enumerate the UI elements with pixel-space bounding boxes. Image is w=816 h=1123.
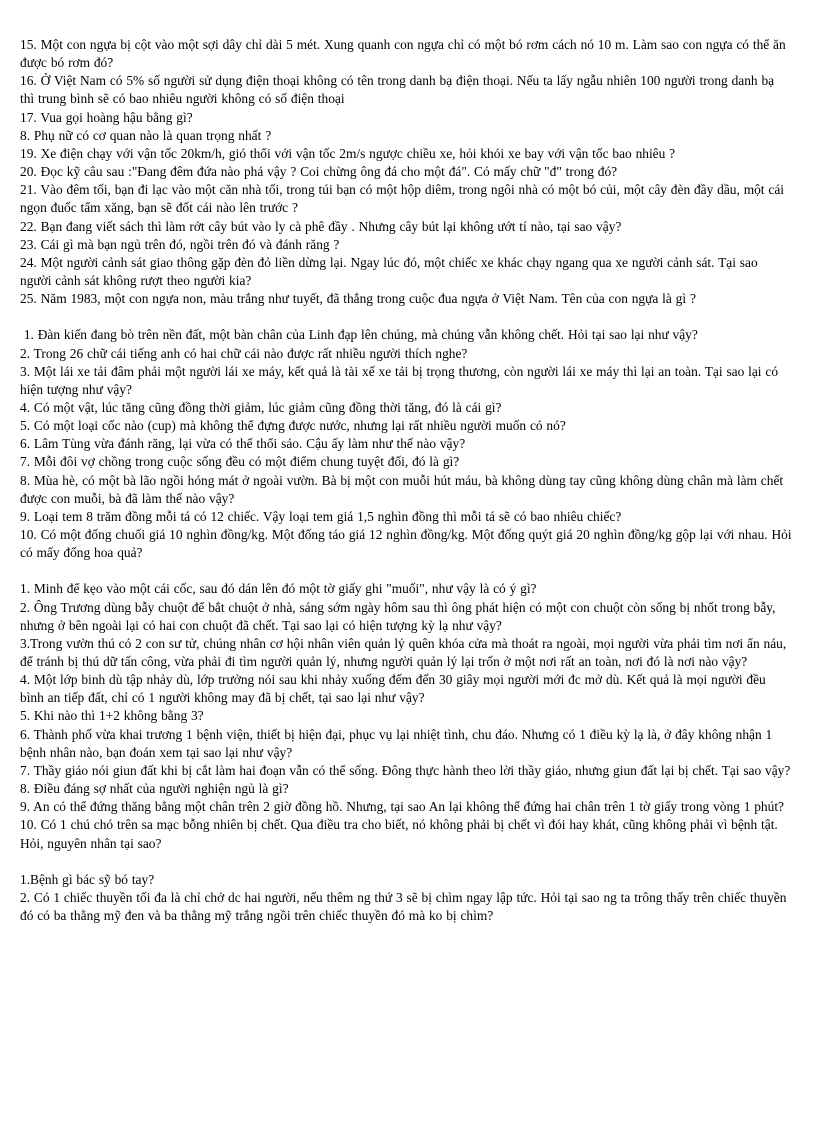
question: 9. An có thể đứng thăng bằng một chân trên 2 giờ đồng hồ. Nhưng, tại sao An lại không thể đứng hai chân trên 1 tờ giấy trong vòng 1 phút?	[20, 799, 784, 815]
question: 4. Có một vật, lúc tăng cũng đồng thời giảm, lúc giảm cũng đồng thời tăng, đó là cái gì?	[20, 399, 502, 415]
riddle-section-4	[20, 871, 792, 925]
riddle-section-2	[20, 326, 792, 562]
question: 8. Mùa hè, có một bà lão ngồi hóng mát ở ngoài vườn. Bà bị một con muỗi hút máu, bà không dùng tay cũng không dùng chân mà làm chết được con muỗi, bà đã làm thế nào vậy?	[20, 472, 784, 506]
question: 2. Trong 26 chữ cái tiếng anh có hai chữ cái nào được rất nhiều người thích nghe?	[20, 345, 468, 361]
question: 7. Mỗi đôi vợ chồng trong cuộc sống đều có một điểm chung tuyệt đối, đó là gì?	[20, 454, 460, 470]
question: 16. Ở Việt Nam có 5% số người sử dụng điện thoại không có tên trong danh bạ điện thoại. Nếu ta lấy ngẫu nhiên 100 người trong danh bạ thì trung bình sẽ có bao nhiêu người không có số điện thoại	[20, 73, 775, 107]
document-page	[20, 36, 792, 925]
question: 1. Đàn kiến đang bò trên nền đất, một bàn chân của Linh đạp lên chúng, mà chúng vẫn không chết. Hỏi tại sao lại như vậy?	[20, 327, 698, 343]
question: 5. Khi nào thì 1+2 không bằng 3?	[20, 708, 204, 724]
question: 8. Phụ nữ có cơ quan nào là quan trọng nhất ?	[20, 127, 272, 143]
question: 7. Thầy giáo nói giun đất khi bị cắt làm hai đoạn vẫn có thể sống. Đông thực hành theo lời thầy giáo, nhưng giun đất lại bị chết. Tại sao vậy?	[20, 762, 791, 778]
riddle-section-3	[20, 580, 792, 852]
question: 25. Năm 1983, một con ngựa non, màu trắng như tuyết, đã thắng trong cuộc đua ngựa ở Việt Nam. Tên của con ngựa là gì ?	[20, 291, 696, 307]
question: 1. Minh để kẹo vào một cái cốc, sau đó dán lên đó một tờ giấy ghi "muối", như vậy là có ý gì?	[20, 581, 537, 597]
question: 8. Điều đáng sợ nhất của người nghiện ngủ là gì?	[20, 781, 289, 797]
question: 20. Đọc kỹ câu sau :"Đang đêm đứa nào phá vậy ? Coi chừng ông đá cho một đá". Có mấy chữ "đ" trong đó?	[20, 164, 618, 180]
question: 10. Có 1 chú chó trên sa mạc bỗng nhiên bị chết. Qua điều tra cho biết, nó không phải bị chết vì đói hay khát, cũng không phải vì bệnh tật. Hỏi, nguyên nhân tại sao?	[20, 817, 778, 851]
question: 4. Một lớp binh dù tập nhảy dù, lớp trưởng nói sau khi nhảy xuống đếm đến 30 giây mọi người mới đc mở dù. Kết quả là mọi người đều bình an tiếp đất, chỉ có 1 người không may đã bị chết, tại sao lại như vậy?	[20, 672, 766, 706]
riddle-section-1	[20, 36, 792, 308]
question: 6. Thành phố vừa khai trương 1 bệnh viện, thiết bị hiện đại, phục vụ lại nhiệt tình, chu đáo. Nhưng có 1 điều kỳ lạ là, ở đây không nhận 1 bệnh nhân nào, bạn đoán xem tại sao lại như vậy?	[20, 726, 773, 760]
question: 2. Có 1 chiếc thuyền tối đa là chỉ chở dc hai người, nếu thêm ng thứ 3 sẽ bị chìm ngay lập tức. Hỏi tại sao ng ta trông thấy trên chiếc thuyền đó có ba thằng mỹ đen và ba thằng mỹ trắng ngồi trên chiếc thuyền đó mà ko bị chìm?	[20, 889, 787, 924]
question: 5. Có một loại cốc nào (cup) mà không thể đựng được nước, nhưng lại rất nhiều người muốn có nó?	[20, 418, 566, 434]
question: 22. Bạn đang viết sách thì làm rớt cây bút vào ly cà phê đầy . Nhưng cây bút lại không ướt tí nào, tại sao vậy?	[20, 218, 622, 234]
question: 3. Một lái xe tải đâm phải một người lái xe máy, kết quả là tài xế xe tải bị trọng thương, còn người lái xe máy thì lại an toàn. Tại sao lại có hiện tượng như vậy?	[20, 363, 779, 397]
question: 24. Một người cảnh sát giao thông gặp đèn đỏ liền dừng lại. Ngay lúc đó, một chiếc xe khác chạy ngang qua xe người cảnh sát. Tại sao người cảnh sát không rượt theo người kia?	[20, 254, 758, 289]
question: 21. Vào đêm tối, bạn đi lạc vào một căn nhà tối, trong túi bạn có một hộp diêm, trong ngôi nhà có một bó củi, một cây đèn đầy dầu, một cái ngọn đuốc tẩm xăng, bạn sẽ đốt cái nào lên trước ?	[20, 182, 784, 216]
question: 2. Ông Trương dùng bẫy chuột để bắt chuột ở nhà, sáng sớm ngày hôm sau thì ông phát hiện có một con chuột còn sống bị nhốt trong bẫy, nhưng ở bên ngoài lại có hai con chuột đã chết. Tại sao lại có hiện tượng kỳ lạ như vậy?	[20, 599, 776, 633]
question: 15. Một con ngựa bị cột vào một sợi dây chỉ dài 5 mét. Xung quanh con ngựa chỉ có một bó rơm cách nó 10 m. Làm sao con ngựa có thể ăn được bó rơm đó?	[20, 37, 786, 71]
question: 1.Bệnh gì bác sỹ bó tay?	[20, 871, 155, 887]
question: 10. Có một đống chuối giá 10 nghìn đồng/kg. Một đống táo giá 12 nghìn đồng/kg. Một đống quýt giá 20 nghìn đồng/kg gộp lại với nhau. Hỏi có mấy đống hoa quả?	[20, 527, 792, 561]
question: 3.Trong vườn thú có 2 con sư tử, chúng nhân cơ hội nhân viên quản lý quên khóa cửa mà thoát ra ngoài, mọi người vừa phải tìm nơi ẩn náu, để tránh bị thú dữ tấn công, vừa phải đi tìm người quản lý, nhưng người quản lý lại trốn ở một nơi rất an toàn, nơi đó là nơi nào vậy?	[20, 635, 787, 669]
question: 6. Lâm Tùng vừa đánh răng, lại vừa có thể thổi sáo. Cậu ấy làm như thế nào vậy?	[20, 436, 466, 452]
question: 23. Cái gì mà bạn ngủ trên đó, ngồi trên đó và đánh răng ?	[20, 236, 340, 252]
question: 9. Loại tem 8 trăm đồng mỗi tá có 12 chiếc. Vậy loại tem giá 1,5 nghìn đồng thì mỗi tá sẽ có bao nhiêu chiếc?	[20, 508, 622, 524]
question: 19. Xe điện chạy với vận tốc 20km/h, gió thổi với vận tốc 2m/s ngược chiều xe, hỏi khói xe bay với vận tốc bao nhiêu ?	[20, 145, 676, 161]
question: 17. Vua gọi hoàng hậu bằng gì?	[20, 109, 193, 125]
